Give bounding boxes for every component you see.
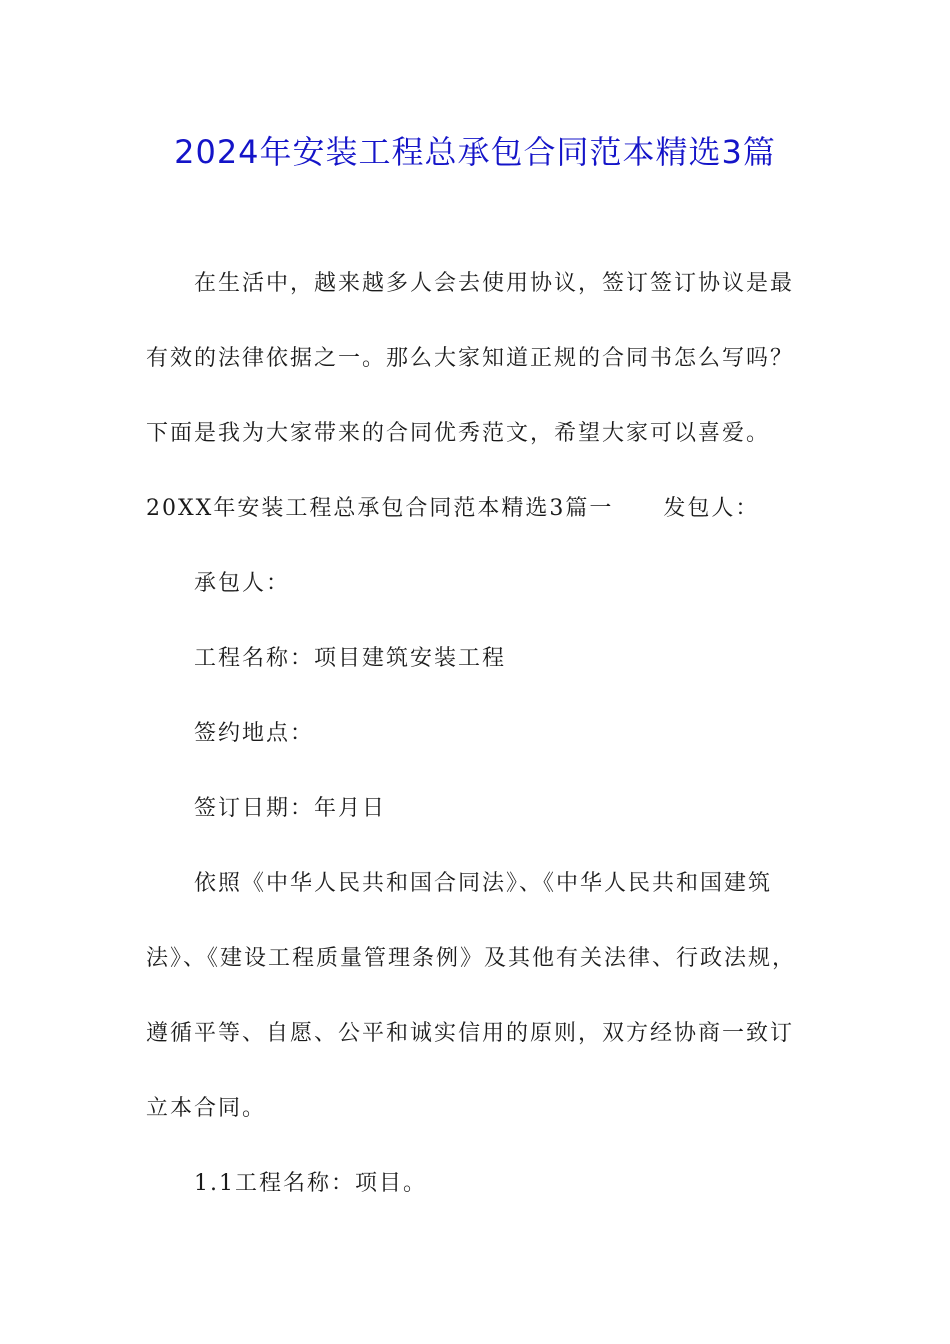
document-title: 2024年安装工程总承包合同范本精选3篇 (174, 133, 776, 171)
signing-place-field: 签约地点： (194, 721, 315, 746)
signing-date-field: 签订日期：年月日 (194, 796, 387, 821)
basis-line-1: 依照《中华人民共和国合同法》、《中华人民共和国建筑 (194, 871, 773, 896)
basis-line-3: 遵循平等、自愿、公平和诚实信用的原则，双方经协商一致订 (146, 1021, 795, 1046)
intro-line-2: 有效的法律依据之一。那么大家知道正规的合同书怎么写吗？ (146, 346, 795, 371)
employer-field: 发包人： (663, 496, 760, 521)
basis-line-4: 立本合同。 (146, 1096, 267, 1121)
section-heading-line (146, 493, 759, 525)
intro-line-1: 在生活中，越来越多人会去使用协议，签订签订协议是最 (194, 271, 795, 296)
section-heading: 20XX年安装工程总承包合同范本精选3篇一 (146, 496, 614, 521)
basis-line-2: 法》、《建设工程质量管理条例》及其他有关法律、行政法规， (146, 946, 797, 971)
intro-line-3: 下面是我为大家带来的合同优秀范文，希望大家可以喜爱。 (146, 421, 771, 446)
project-name-field: 工程名称：项目建筑安装工程 (194, 646, 507, 671)
clause-1-1: 1.1工程名称：项目。 (194, 1171, 427, 1196)
contractor-field: 承包人： (194, 571, 291, 596)
